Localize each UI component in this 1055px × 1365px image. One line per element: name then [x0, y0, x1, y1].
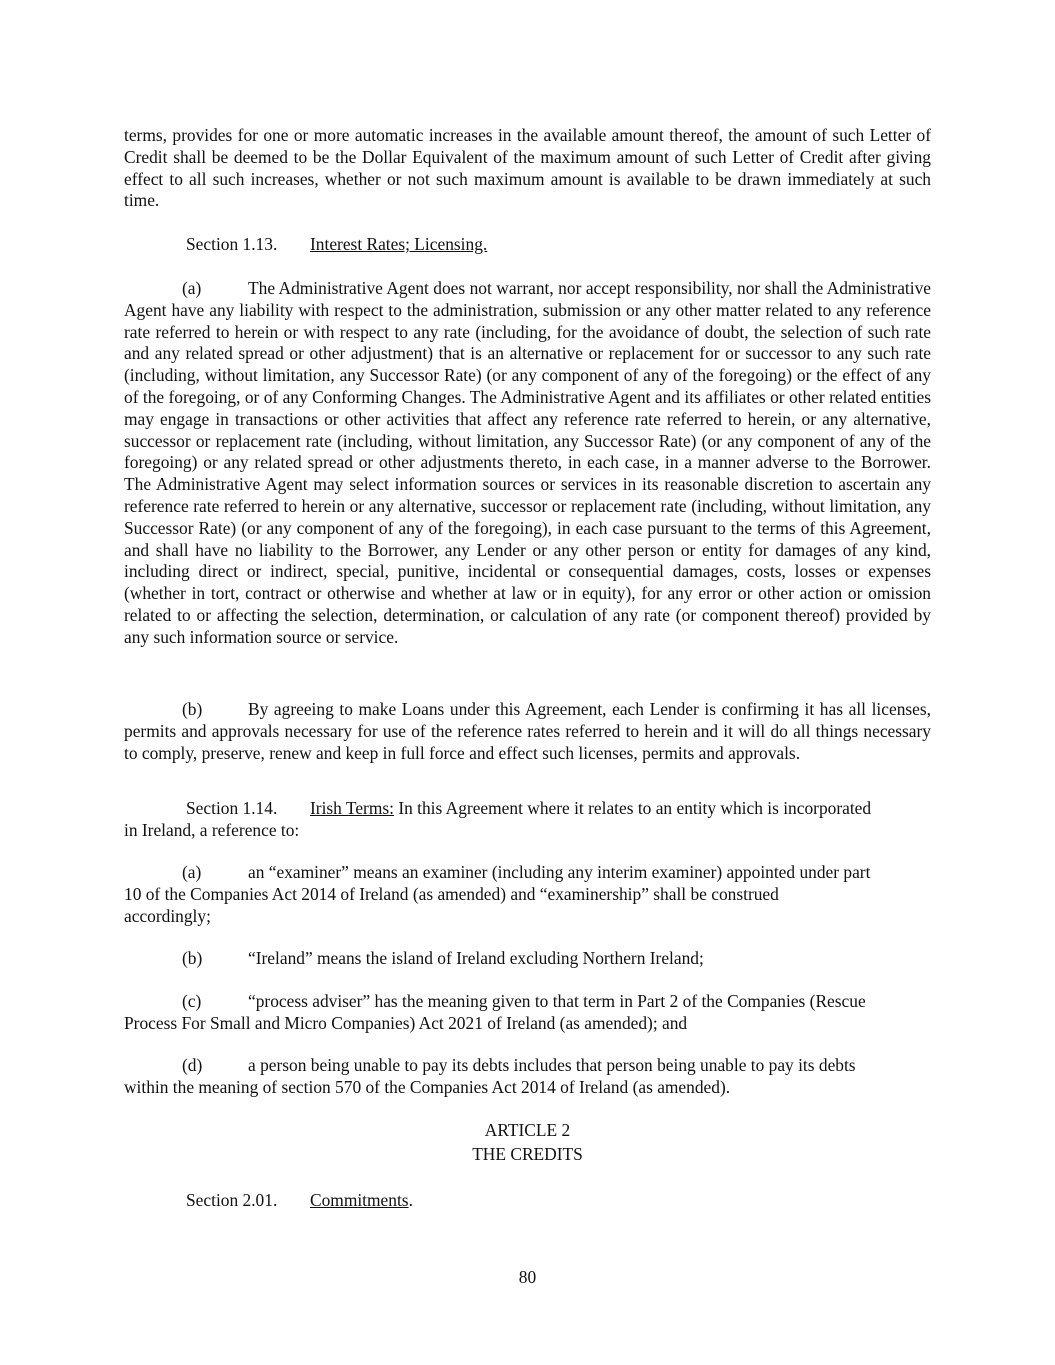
section-title: Irish Terms:: [310, 798, 394, 818]
item-line: a person being unable to pay its debts includes that person being unable to pay its debts: [248, 1055, 856, 1075]
article-title: THE CREDITS: [472, 1144, 583, 1164]
intro-paragraph: terms, provides for one or more automatic increases in the available amount thereof, the amount of such Letter of Credit shall be deemed to be the Dollar Equivalent of the maximum amount of such Letter of Credit after giving effect to all such increases, whether or not such maximum amount is available to be drawn immediately at such time.: [124, 125, 931, 211]
para-label: (b): [182, 699, 203, 719]
item-label: (a): [182, 862, 202, 882]
irish-term-item-c: [124, 991, 931, 1035]
section-1-13-para-a: [124, 278, 931, 649]
item-line: “process adviser” has the meaning given to that term in Part 2 of the Companies (Rescue: [248, 991, 866, 1011]
item-label: (b): [182, 948, 203, 968]
section-number: Section 1.13.: [186, 234, 278, 254]
item-label: (d): [182, 1055, 203, 1075]
section-title-suffix: .: [408, 1190, 413, 1210]
item-rest: 10 of the Companies Act 2014 of Ireland (as amended) and “examinership” shall be construed accordingly;: [124, 883, 779, 926]
section-title: Commitments: [310, 1190, 409, 1210]
para-text: By agreeing to make Loans under this Agreement, each Lender is confirming it has all licenses, permits and approvals necessary for use of the reference rates referred to herein and it will do all things necessary to comply, preserve, renew and keep in full force and effect such licenses, permits and approvals.: [124, 699, 931, 763]
section-2-01-heading: [186, 1190, 413, 1212]
irish-term-item-d: [124, 1055, 931, 1099]
section-number: Section 2.01.: [186, 1190, 278, 1210]
section-1-14-heading: [124, 798, 931, 842]
section-title: Interest Rates; Licensing.: [310, 234, 488, 254]
section-1-13-para-b: [124, 699, 931, 764]
section-intro-second: in Ireland, a reference to:: [124, 819, 300, 840]
irish-term-item-b: [124, 948, 931, 970]
item-label: (c): [182, 991, 202, 1011]
article-number: ARTICLE 2: [484, 1120, 571, 1140]
irish-term-item-a: [124, 862, 931, 927]
para-label: (a): [182, 278, 202, 298]
item-rest: Process For Small and Micro Companies) Act 2021 of Ireland (as amended); and: [124, 1012, 688, 1033]
page-number: 80: [518, 1267, 537, 1287]
item-line: “Ireland” means the island of Ireland excluding Northern Ireland;: [248, 948, 704, 968]
item-rest: within the meaning of section 570 of the Companies Act 2014 of Ireland (as amended).: [124, 1076, 731, 1097]
para-text: The Administrative Agent does not warrant, nor accept responsibility, nor shall the Administrative Agent have any liability with respect to the administration, submission or any other matter related to any reference rate referred to herein or with respect to any rate (including, for the avoidance of doubt, the selection of such rate and any related spread or other adjustment) that is an alternative or replacement for or successor to any such rate (including, without limitation, any Successor Rate) (or any component of any of the foregoing) or the effect of any of the foregoing, or of any Conforming Changes. The Administrative Agent and its affiliates or other related entities may engage in transactions or other activities that affect any reference rate referred to herein, or any alternative, successor or replacement rate (including, without limitation, any Successor Rate) (or any component of any of the foregoing) or any related spread or other adjustments thereto, in each case, in a manner adverse to the Borrower. The Administrative Agent may select information sources or services in its reasonable discretion to ascertain any reference rate referred to herein or any alternative, successor or replacement rate (including, without limitation, any Successor Rate) (or any component of any of the foregoing), in each case pursuant to the terms of this Agreement, and shall have no liability to the Borrower, any Lender or any other person or entity for damages of any kind, including direct or indirect, special, punitive, incidental or consequential damages, costs, losses or expenses (whether in tort, contract or otherwise and whether at law or in equity), for any error or other action or omission related to or affecting the selection, determination, or calculation of any rate (or component thereof) provided by any such information source or service.: [124, 278, 931, 647]
section-number: Section 1.14.: [186, 798, 278, 818]
item-line: an “examiner” means an examiner (including any interim examiner) appointed under part: [248, 862, 871, 882]
section-intro-first: In this Agreement where it relates to an entity which is incorporated: [393, 798, 872, 818]
section-1-13-heading: [186, 234, 487, 256]
